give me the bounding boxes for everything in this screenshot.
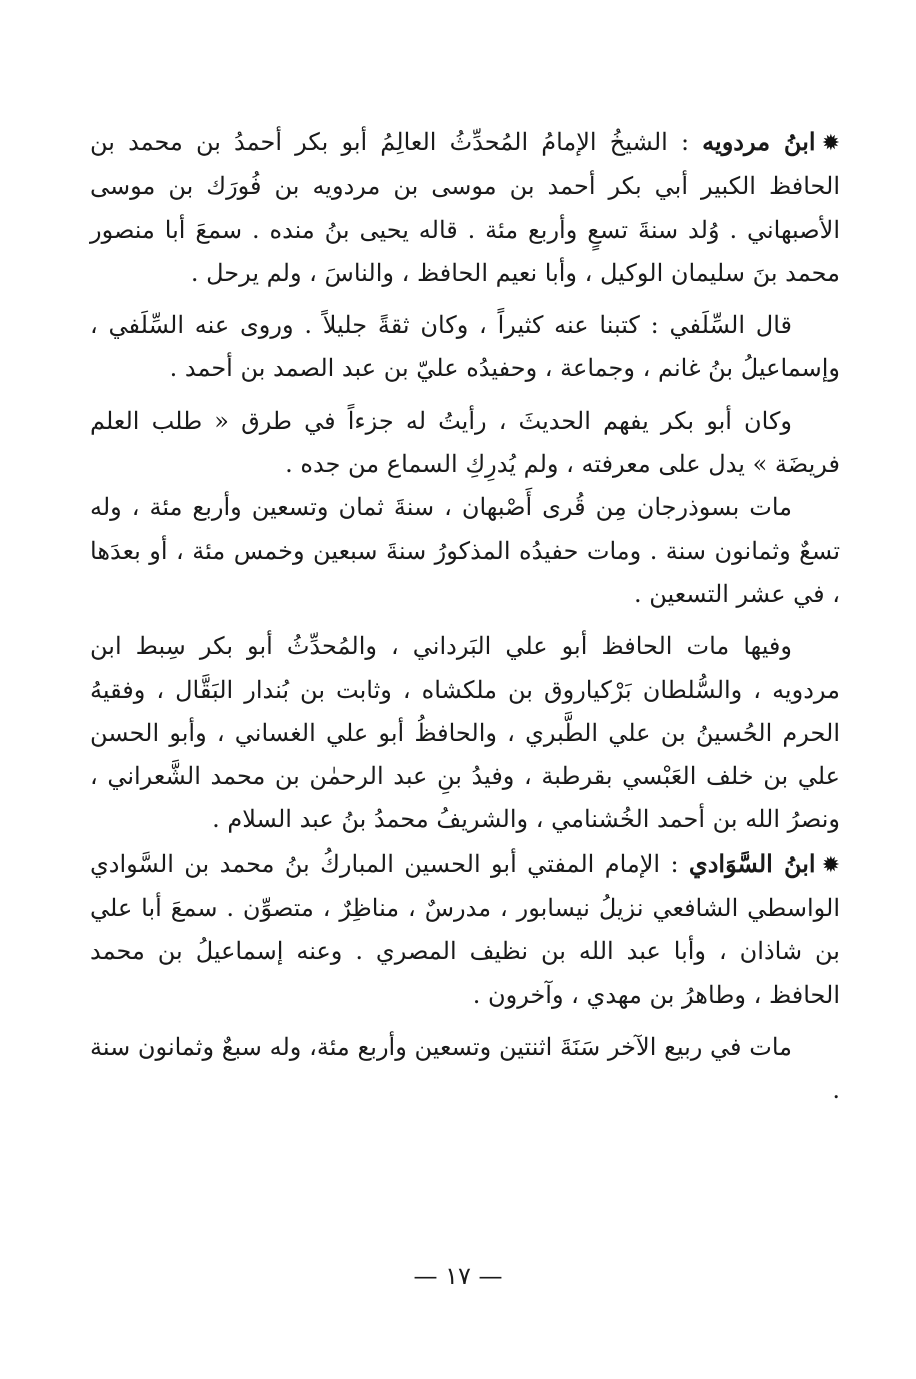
entry-body: : الشيخُ الإمامُ المُحدِّثُ العالِمُ أبو بكر أحمدُ بن محمد بن الحافظ الكبير أبي بكر أحمد بن موسى بن مردويه بن فُورَك بن موسى الأصبهاني . وُلد سنةَ تسعٍ وأربع مئة . قاله يحيى بنُ منده . سمعَ أبا منصور محمد بنَ سليمان الوكيل ، وأبا نعيم الحافظ ، والناسَ ، ولم يرحل .	[90, 128, 840, 287]
star-bullet-icon: ✹	[821, 852, 840, 878]
paragraph-death: مات بسوذرجان مِن قُرى أَصْبهان ، سنةَ ثمان وتسعين وأربع مئة ، وله تسعٌ وثمانون سنة . ومات حفيدُه المذكورُ سنةَ سبعين وخمس مئة ، أو بعدَها ، في عشر التسعين .	[90, 493, 840, 608]
paragraph-deaths-that-year: وفيها مات الحافظ أبو علي البَرداني ، والمُحدِّثُ أبو بكر سِبط ابن مردويه ، والسُّلطان بَرْكياروق بن ملكشاه ، وثابت بن بُندار البَقَّال ، وفقيهُ الحرم الحُسينُ بن علي الطَّبري ، والحافظُ أبو علي الغساني ، وأبو الحسن علي بن خلف العَبْسي بقرطبة ، وفيدُ بنِ عبد الرحمٰن بن محمد الشَّعراني ، ونصرُ الله بن أحمد الخُشنامي ، والشريفُ محمدُ بنُ عبد السلام .	[90, 632, 841, 834]
star-bullet-icon: ✹	[821, 131, 840, 156]
page-number: — ١٧ —	[413, 1262, 503, 1290]
entry-body: : الإمام المفتي أبو الحسين المباركُ بنُ محمد بن السَّوادي الواسطي الشافعي نزيلُ نيسابور ، مدرسٌ ، مناظِرٌ ، متصوِّن . سمعَ أبا علي بن شاذان ، وأبا عبد الله بن نظيف المصري . وعنه إسماعيلُ بن محمد الحافظ ، وطاهرُ بن مهدي ، وآخرون .	[90, 849, 840, 1009]
entry-ibn-mardawayh	[90, 120, 840, 295]
paragraph-silafi: قال السِّلَفي : كتبنا عنه كثيراً ، وكان ثقةً جليلاً . وروى عنه السِّلَفي ، وإسماعيلُ بنُ غانم ، وجماعة ، وحفيدُه عليّ بن عبد الصمد بن أحمد .	[90, 311, 840, 383]
entry-ibn-al-sawadi	[90, 842, 840, 1017]
paragraph-death-sawadi: مات في ربيع الآخر سَنَةَ اثنتين وتسعين وأربع مئة، وله سبعٌ وثمانون سنة .	[90, 1032, 840, 1105]
entry-heading: ابنُ مردويه	[702, 127, 816, 156]
page-body	[90, 120, 840, 1113]
entry-heading: ابنُ السَّوَادي	[688, 848, 816, 878]
paragraph-hadith: وكان أبو بكر يفهم الحديثَ ، رأيتُ له جزءاً في طرق « طلب العلم فريضَة » يدل على معرفته ، ولم يُدرِكِ السماع من جده .	[90, 406, 840, 479]
